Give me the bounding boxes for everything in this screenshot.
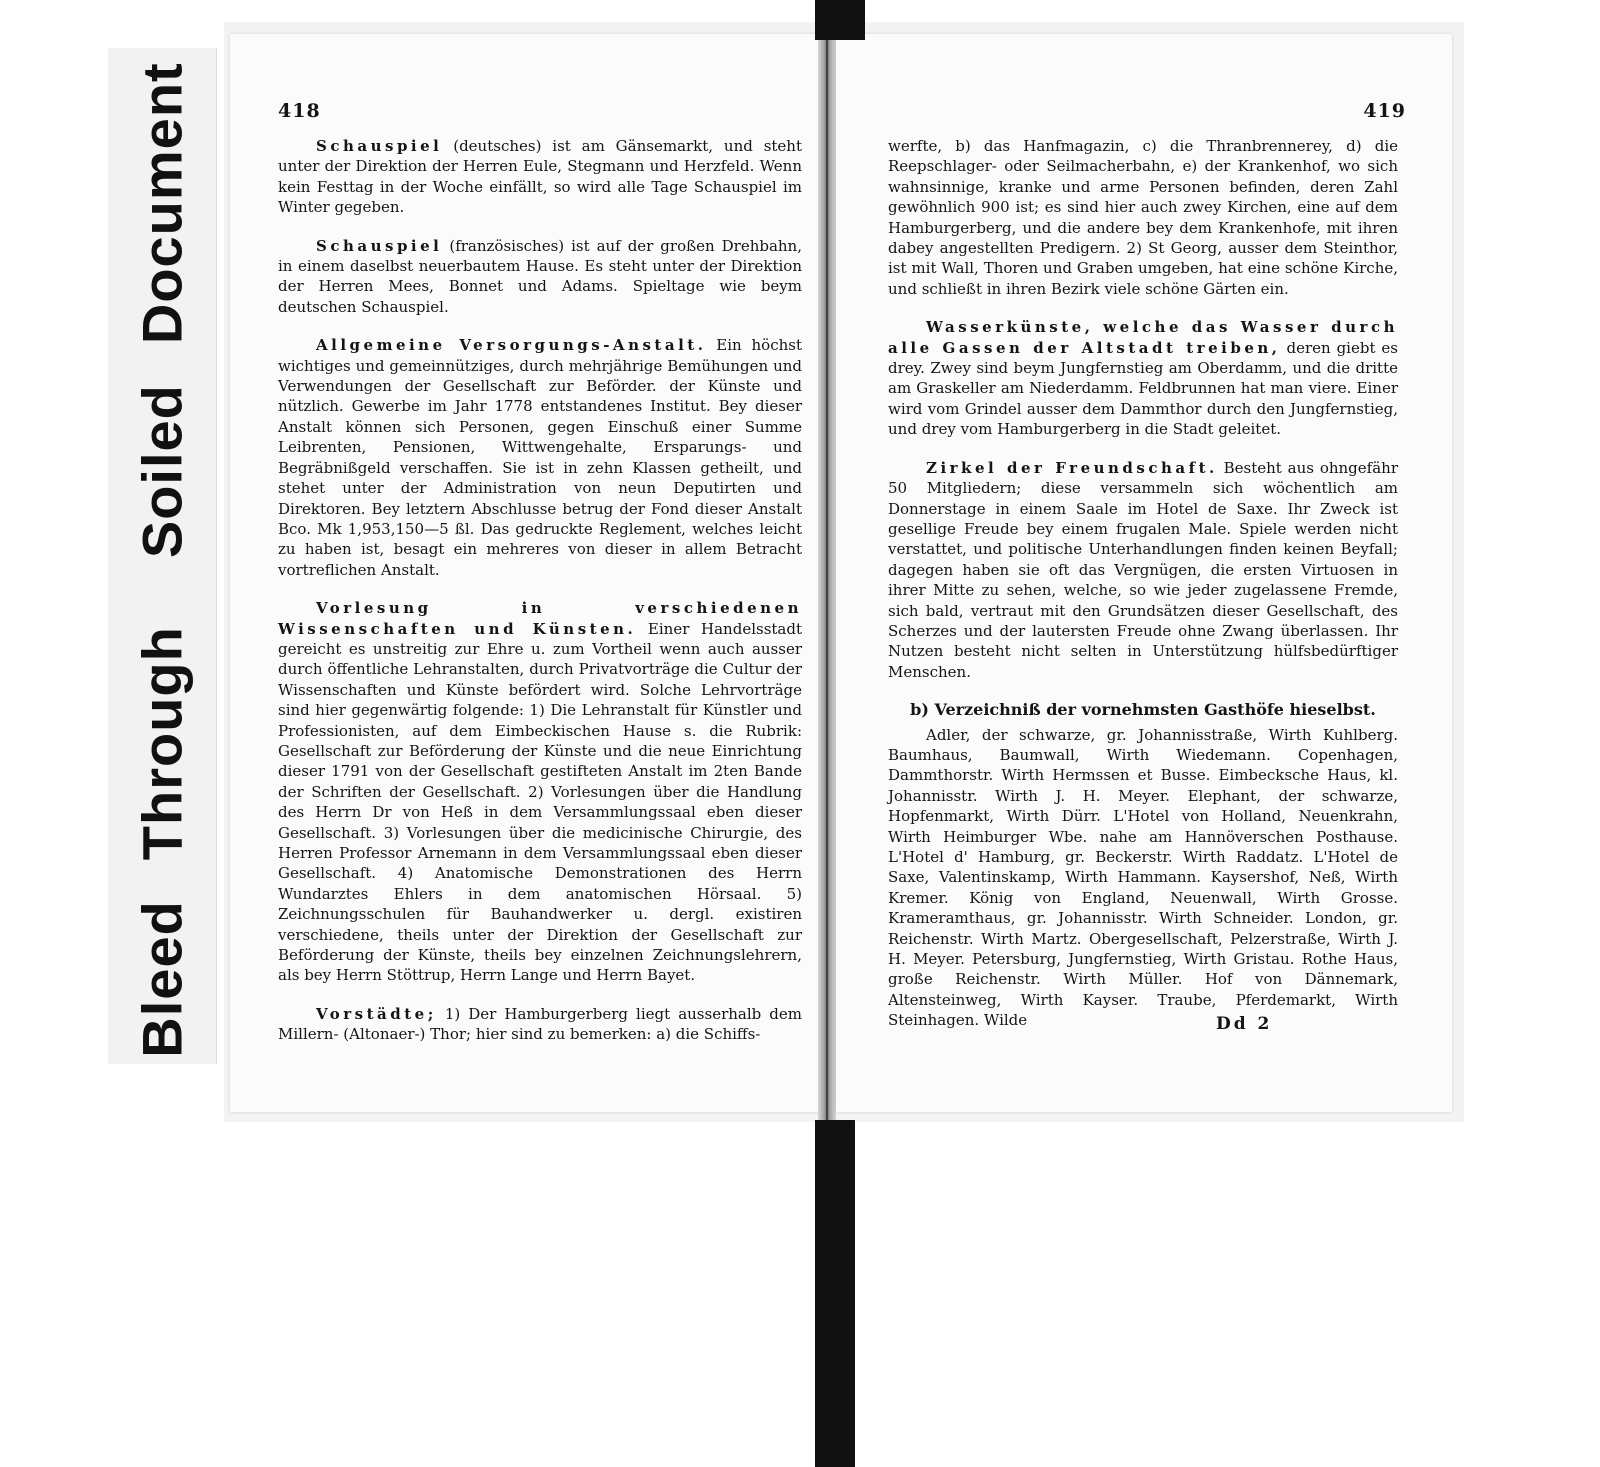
paragraph-text: Einer Handelsstadt gereicht es unstreitig zur Ehre u. zum Vortheil wenn auch ausser durch öffentliche Lehranstalten, durch Privatvorträge die Cultur der Wissenschaften und Künste befördert wird. Solche Lehrvorträge sind hier gegenwärtig folgende: 1) Die Lehranstalt für Künstler und Professionisten, auf dem Eimbeckischen Hause s. die Rubrik: Gesellschaft zur Beförderung der Künste und die neue Einrichtung dieser 1791 von der Gesellschaft gestifteten Anstalt im 2ten Bande der Schriften der Gesellschaft. 2) Vorlesungen über die Handlung des Herrn Dr von Heß in dem Versammlungssaal eben dieser Gesellschaft. 3) Vorlesungen über die medicinische Chirurgie, des Herren Professor Arnemann in dem Versammlungssaal eben dieser Gesellschaft. 4) Anatomische Demonstrationen des Herrn Wundarztes Ehlers in dem anatomischen Hörsaal. 5) Zeichnungsschulen für Bauhandwerker u. dergl. existiren verschiedene, theils unter der Direktion der Gesellschaft zur Beförderung der Künste, theils bey einzelnen Zeichnungslehrern, als bey Herrn Stöttrup, Herrn Lange und Herrn Bayet. bbox=[278, 619, 802, 985]
paragraph-text: 1) Der Hamburgerberg liegt ausserhalb dem Millern- (Altonaer-) Thor; hier sind zu bemerken: a) die Schiffs- bbox=[278, 1004, 802, 1044]
paragraph-heading: Wasserkünste, welche das Wasser durch alle Gassen der Altstadt treiben, bbox=[888, 318, 1398, 357]
paragraph-heading: Schauspiel bbox=[316, 236, 443, 255]
paragraph bbox=[888, 136, 1398, 299]
signature-mark: Dd 2 bbox=[1216, 1014, 1273, 1034]
paragraph bbox=[278, 236, 802, 318]
label-word-soiled: Soiled bbox=[130, 384, 194, 559]
left-page-number: 418 bbox=[278, 100, 321, 122]
scan-clip-bottom bbox=[815, 1120, 855, 1467]
label-word-document: Document bbox=[130, 62, 194, 345]
label-word-through: Through bbox=[130, 626, 194, 861]
paragraph-text: (französisches) ist auf der großen Drehbahn, in einem daselbst neuerbautem Hause. Es steht unter der Direktion der Herren Mees, Bonnet und Adams. Spieltage wie beym deutschen Schauspiel. bbox=[278, 236, 802, 316]
book-scan bbox=[224, 22, 1464, 1122]
paragraph-text: Besteht aus ohngefähr 50 Mitgliedern; diese versammeln sich wöchentlich am Donnerstage in einem Saale im Hotel de Saxe. Ihr Zweck ist gesellige Freude bey einem frugalen Male. Spiele werden nicht verstattet, und politische Unterhandlungen finden keinen Beyfall; dagegen haben sie oft das Vergnügen, die ersten Virtuosen in ihrer Mitte zu sehen, welche, so wie jeder zugelassene Fremde, sich bald, vertraut mit den Grundsätzen dieser Gesellschaft, des Scherzes und der lautersten Freude ohne Zwang überlassen. Ihr Nutzen besteht nicht selten in Unterstützung hülfsbedürftiger Menschen. bbox=[888, 458, 1398, 681]
paragraph bbox=[278, 335, 802, 580]
right-page-body bbox=[888, 136, 1398, 1031]
paragraph-text: (deutsches) ist am Gänsemarkt, und steht unter der Direktion der Herren Eule, Stegmann und Herzfeld. Wenn kein Festtag in der Woche einfällt, so wird alle Tage Schauspiel im Winter gegeben. bbox=[278, 137, 802, 217]
paragraph-heading: Vorstädte; bbox=[316, 1004, 437, 1023]
document-type-label bbox=[130, 62, 195, 1057]
left-page-body bbox=[278, 136, 802, 1045]
paragraph-heading: Schauspiel bbox=[316, 137, 443, 155]
inn-list: Adler, der schwarze, gr. Johannisstraße, Wirth Kuhlberg. Baumhaus, Baumwall, Wirth Wiedemann. Copenhagen, Dammthorstr. Wirth Hermssen et Busse. Eimbecksche Haus, kl. Johannisstr. Wirth J. H. Meyer. Elephant, der schwarze, Hopfenmarkt, Wirth Dürr. L'Hotel von Holland, Neuenkrahn, Wirth Heimburger Wbe. nahe am Hannöverschen Posthause. L'Hotel d' Hamburg, gr. Beckerstr. Wirth Raddatz. L'Hotel de Saxe, Valentinskamp, Wirth Hammann. Kaysershof, Neß, Wirth Kremer. König von England, Neuenwall, Wirth Grosse. Krameramthaus, gr. Johannisstr. Wirth Schneider. London, gr. Reichenstr. Wirth Martz. Obergesellschaft, Pelzerstraße, Wirth J. H. Meyer. Petersburg, Jungfernstieg, Wirth Gristau. Rothe Haus, große Reichenstr. Wirth Müller. Hof von Dännemark, Altensteinweg, Wirth Kayser. Traube, Pferdemarkt, Wirth Steinhagen. Wilde bbox=[888, 725, 1398, 1030]
label-word-bleed: Bleed bbox=[130, 900, 194, 1058]
paragraph-heading: Allgemeine Versorgungs-Anstalt. bbox=[316, 336, 707, 355]
paragraph-heading: Vorlesung in verschiedenen Wissenschaften und Künsten. bbox=[278, 599, 802, 638]
paragraph-text: werfte, b) das Hanfmagazin, c) die Thranbrennerey, d) die Reepschlager- oder Seilmacherbahn, e) der Krankenhof, wo sich wahnsinnige, kranke und arme Personen befinden, deren Zahl gewöhnlich 900 ist; es sind hier auch zwey Kirchen, eine auf dem Hamburgerberg, und die andere bey dem Krankenhofe, mit ihren dabey angestellten Predigern. 2) St Georg, ausser dem Steinthor, ist mit Wall, Thoren und Graben umgeben, hat eine schöne Kirche, und schließt in ihren Bezirk viele schöne Gärten ein. bbox=[888, 137, 1398, 298]
paragraph-heading: Zirkel der Freundschaft. bbox=[926, 458, 1218, 477]
paragraph bbox=[278, 1004, 802, 1045]
scan-clip-top bbox=[815, 0, 865, 40]
inn-list-heading: b) Verzeichniß der vornehmsten Gasthöfe hieselbst. bbox=[910, 700, 1376, 720]
paragraph bbox=[278, 598, 802, 986]
left-page bbox=[230, 34, 822, 1112]
paragraph-text: Ein höchst wichtiges und gemeinnütziges, durch mehrjährige Bemühungen und Verwendungen der Gesellschaft zur Beförder. der Künste und nützlich. Gewerbe im Jahr 1778 entstandenes Institut. Bey dieser Anstalt können sich Personen, gegen Einschuß einer Summe Leibrenten, Pensionen, Wittwengehalte, Ersparungs- und Begräbnißgeld verschaffen. Sie ist in zehn Klassen getheilt, und stehet unter der Administration von neun Deputirten und Direktoren. Bey letztern Abschlusse betrug der Fond dieser Anstalt Bco. Mk 1,953,150—5 ßl. Das gedruckte Reglement, welches leicht zu haben ist, besagt ein mehreres von dieser in allem Betracht vortreflichen Anstalt. bbox=[278, 336, 802, 579]
right-page-number: 419 bbox=[1363, 100, 1406, 122]
book-gutter bbox=[818, 22, 836, 1122]
right-page bbox=[836, 34, 1452, 1112]
paragraph bbox=[888, 458, 1398, 682]
paragraph-text: deren giebt es drey. Zwey sind beym Jungfernstieg am Oberdamm, und die dritte am Graskeller am Niederdamm. Feldbrunnen hat man viere. Einer wird vom Grindel ausser dem Dammthor durch den Jungfernstieg, und drey vom Hamburgerberg in die Stadt geleitet. bbox=[888, 338, 1398, 439]
paragraph bbox=[278, 136, 802, 218]
paragraph bbox=[888, 317, 1398, 439]
